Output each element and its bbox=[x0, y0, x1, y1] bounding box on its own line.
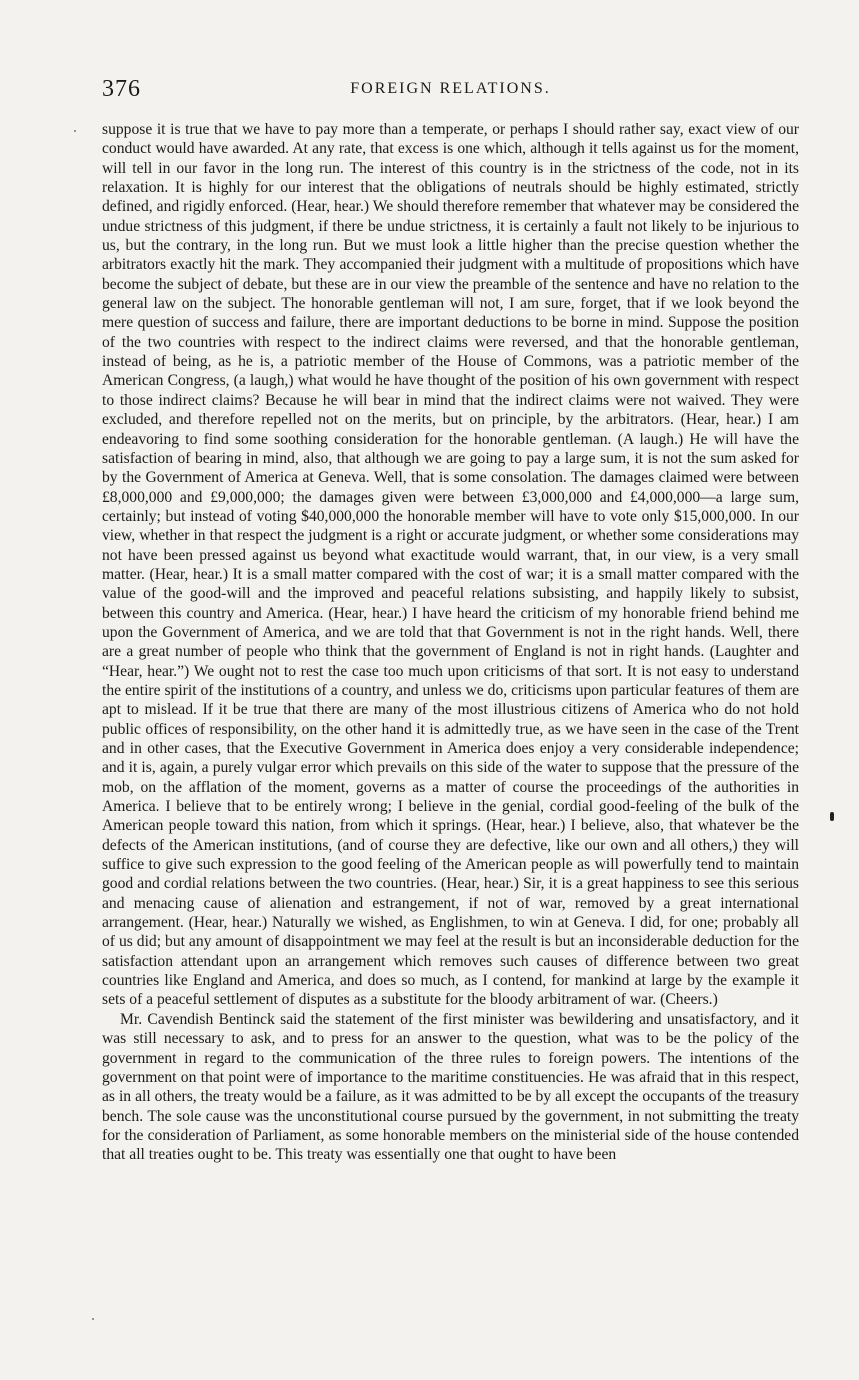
paper-speck bbox=[74, 130, 76, 132]
page-header bbox=[102, 76, 799, 104]
running-title: FOREIGN RELATIONS. bbox=[350, 80, 551, 97]
paragraph-continuation: suppose it is true that we have to pay more than a temperate, or perhaps I should rather say, exact view of our conduct would have awarded. At any rate, that excess is one which, although it tells against us for the moment, will tell in our favor in the long run. The interest of this country is in the strictness of the code, not in its relaxation. It is highly for our interest that the obligations of neutrals should be highly estimated, strictly defined, and rigidly enforced. (Hear, hear.) We should therefore remember that whatever may be considered the undue strictness of this judgment, if there be undue strictness, it is certainly a fault not likely to be injurious to us, but the contrary, in the long run. But we must look a little higher than the precise question whether the arbitrators exactly hit the mark. They accompanied their judgment with a multitude of propositions which have become the subject of debate, but these are in our view the preamble of the sentence and have no relation to the general law on the subject. The honorable gentleman will not, I am sure, forget, that if we look beyond the mere question of success and failure, there are important deductions to be borne in mind. Suppose the position of the two countries with respect to the indirect claims were reversed, and that the honorable gentleman, instead of being, as he is, a patriotic member of the House of Commons, was a patriotic member of the American Congress, (a laugh,) what would he have thought of the position of his own government with respect to those indirect claims? Because he will bear in mind that the indirect claims were not waived. They were excluded, and therefore repelled not on the merits, but on principle, by the arbitrators. (Hear, hear.) I am endeavoring to find some soothing consideration for the honorable gentleman. (A laugh.) He will have the satisfaction of bearing in mind, also, that although we are going to pay a large sum, it is not the sum asked for by the Government of America at Geneva. Well, that is some consolation. The damages claimed were between £8,000,000 and £9,000,000; the damages given were between £3,000,000 and £4,000,000—a large sum, certainly; but instead of voting $40,000,000 the honorable member will have to vote only $15,000,000. In our view, whether in that respect the judgment is a right or accurate judgment, or whether some considerations may not have been pressed against us beyond what exactitude would warrant, that, in our view, is a very small matter. (Hear, hear.) It is a small matter compared with the cost of war; it is a small matter compared with the value of the good-will and the improved and peaceful relations subsisting, and happily likely to subsist, between this country and America. (Hear, hear.) I have heard the criticism of my honorable friend behind me upon the Government of America, and we are told that that Government is not in the right hands. Well, there are a great number of people who think that the government of England is not in right hands. (Laughter and “Hear, hear.”) We ought not to rest the case too much upon criticisms of that sort. It is not easy to understand the entire spirit of the institutions of a country, and unless we do, criticisms upon particular features of them are apt to mislead. If it be true that there are many of the most illustrious citizens of America who do not hold public offices of responsibility, on the other hand it is admittedly true, as we have seen in the case of the Trent and in other cases, that the Executive Government in America does enjoy a very considerable independence; and it is, again, a purely vulgar error which prevails on this side of the water to suppose that the pressure of the mob, on the afflation of the moment, governs as a matter of course the proceedings of the authorities in America. I believe that to be entirely wrong; I believe in the genial, cordial good-feeling of the bulk of the American people toward this nation, from which it springs. (Hear, hear.) I believe, also, that whatever be the defects of the American institutions, (and of course they are defective, like our own and all others,) they will suffice to give such expression to the good feeling of the American people as will powerfully tend to maintain good and cordial relations between the two countries. (Hear, hear.) Sir, it is a great happiness to see this serious and menacing cause of alienation and estrangement, if not of war, removed by a great international arrangement. (Hear, hear.) Naturally we wished, as Englishmen, to win at Geneva. I did, for one; probably all of us did; but any amount of disappointment we may feel at the result is but an inconsiderable deduction for the satisfaction attendant upon an arrangement which removes such causes of difference between two great countries like England and America, and does so much, as I contend, for mankind at large by the example it sets of a peaceful settlement of disputes as a substitute for the bloody arbitrament of war. (Cheers.) bbox=[102, 121, 799, 1009]
body-text bbox=[102, 120, 799, 1165]
paper-speck bbox=[92, 1318, 94, 1320]
margin-mark bbox=[830, 812, 834, 821]
page-number: 376 bbox=[102, 76, 141, 102]
paragraph-bentinck: Mr. Cavendish Bentinck said the statement of the first minister was bewildering and unsatisfactory, and it was still necessary to ask, and to press for an answer to the question, what was to be the policy of the government in regard to the communication of the three rules to foreign powers. The intentions of the government on that point were of importance to the maritime constituencies. He was afraid that in this respect, as in all others, the treaty would be a failure, as it was admitted to be by all except the occupants of the treasury bench. The sole cause was the unconstitutional course pursued by the government, in not submitting the treaty for the consideration of Parliament, as some honorable members on the ministerial side of the house contended that all treaties ought to be. This treaty was essentially one that ought to have been bbox=[102, 1010, 799, 1164]
